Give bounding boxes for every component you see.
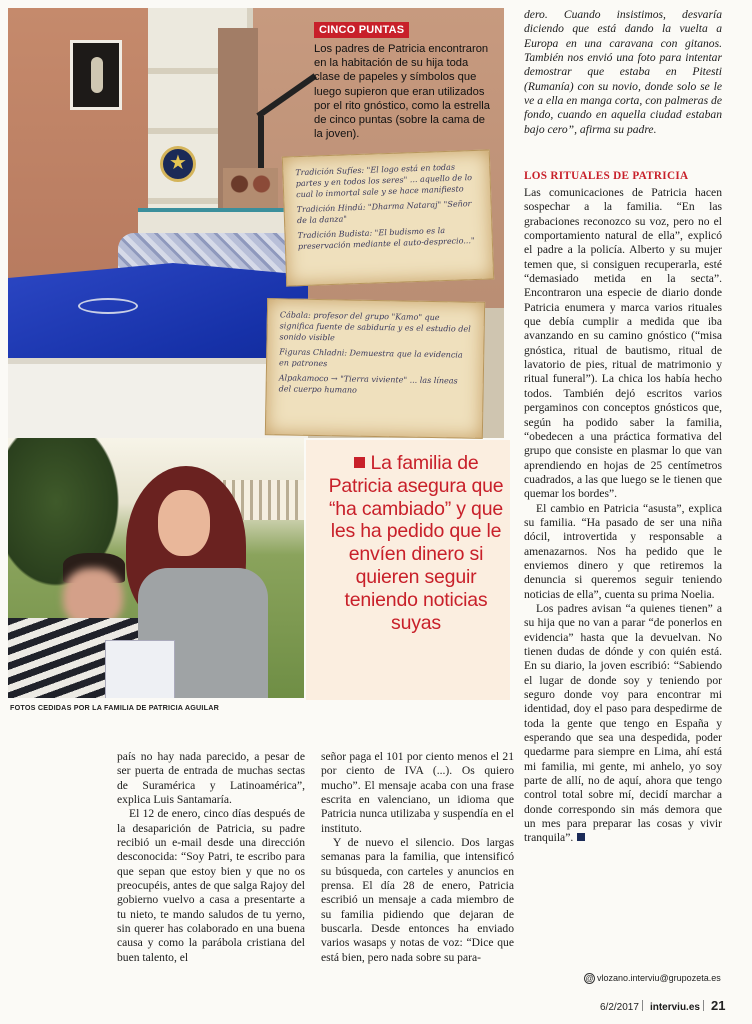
brand-name: interviu.es <box>649 1002 700 1013</box>
page-footer <box>600 998 725 1013</box>
parchment-note-1 <box>282 149 494 286</box>
end-mark-icon <box>577 833 585 841</box>
parchment-line: Figuras Chladni: Demuestra que la evidencia en patrones <box>279 347 463 369</box>
parchment-line: Tradición Budista: "El budismo es la preservación mediante el auto-desprecio..." <box>297 226 475 252</box>
parchment-line: Tradición Sufíes: "El logo está en todas partes y en todos los seres" ... aquello de lo cual lo inmortal sale y se hace manifiesto <box>295 162 473 200</box>
paragraph: El 12 de enero, cinco días después de la desaparición de Patricia, su padre recibió un e-mail desde una dirección desconocida: “Soy Patri, te escribo para que sepan que estoy bien y que no os preocupéis, antes de que salga Rajoy del gobierno vuelvo a casa a presentarte a tu nieto, te mando saludos de tu yerno, sin querer has colaborado en una buena causa y como la parábola cristiana del buen talento, el <box>117 807 305 964</box>
paragraph: El cambio en Patricia “asusta”, explica su familia. “Ha pasado de ser una niña dócil, introvertida y responsable a amenazarnos. Nos ha pedido que le enviemos dinero y que retiremos la denuncia si queremos seguir teniendo noticias de ella”, cuenta su prima Noelia. <box>524 501 722 601</box>
parchment-line: Cábala: profesor del grupo "Kamo" que significa fuente de sabiduría y es el estudio del sonido visible <box>279 310 471 343</box>
photo-caption: Los padres de Patricia encontraron en la habitación de su hija toda clase de papeles y símbolos que luego supieron que eran utilizados por el rito gnóstico, como la estrella de cinco puntas (sobre la cama de la joven). <box>314 43 490 141</box>
author-email: vlozano.interviu@grupozeta.es <box>597 973 721 983</box>
bottom-column-2 <box>321 750 514 965</box>
pull-quote <box>322 452 510 634</box>
parchment-line: Tradición Hindú: "Dharma Nataraj" "Señor de la danza" <box>296 199 472 226</box>
pull-quote-text: La familia de Patricia asegura que “ha cambiado” y que les ha pedido que le envíen dinero si quieren seguir teniendo noticias suyas <box>328 452 504 634</box>
family-photo <box>8 438 304 698</box>
parchment-note-2 <box>265 298 485 439</box>
paragraph: Las comunicaciones de Patricia hacen sospechar a la familia. “En las grabaciones reconozco su voz, pero no el comportamiento natural de ella”, explicó el padre a la policía. Alberto y su mujer temen que, si consiguen recuperarla, esté “demasiado metida en la secta”. Encontraron una especie de diario donde Patricia enumera y marca varios rituales que debía cumplir a medida que iba avanzando en su camino gnóstico (“misa gnóstica, ritual de bautismo, ritual de lavatorio de pies, ritual de matrimonio y ritual funeral”). La chica los había hecho todos. También dejó escritos varios pergaminos con conceptos gnósticos que, según ha podido saber la familia, “obedecen a una práctica formativa del grupo que consiste en plasmar lo que van aprendiendo en hojas de 25 centímetros cuadrados, a las que luego se le tienen que quemar los bordes”. <box>524 186 722 501</box>
paragraph: país no hay nada parecido, a pesar de ser puerta de entrada de muchas sectas de Suramérica y Latinoamérica”, explica Luis Santamaría. <box>117 750 305 807</box>
paragraph: Y de nuevo el silencio. Dos largas semanas para la familia, que intensificó su búsqueda, con carteles y anuncios en prensa. El día 28 de enero, Patricia escribió un mensaje a cada miembro de su familia pidiendo que dejaran de buscarla. Desde entonces ha enviado varios wasaps y notas de voz: “Dice que está bien, pero nada sobre su para- <box>321 836 514 964</box>
paragraph-text: Los padres avisan “a quienes tienen” a su hija que no van a parar “de ponerlos en evidencia” hasta que la devuelvan. No tienen dudas de dónde y con quién está. En su diario, la joven escribió: “Sabiendo el lugar de donde soy y teniendo por seguro donde voy para encontrar mi identidad, doy el paso para despedirme de toda la gente que tengo en España y esperando que sea una despedida, poder quedarme para siempre en Lima, ahí está mi familia, mi gente, mi anhelo, yo soy parte de allí, no de aquí, ahora que tengo control total sobre mí, decidí marchar a donde correspondo sin más demora que un mes para preparar las cosas y vivir tranquila”. <box>524 601 722 845</box>
paragraph: dero. Cuando insistimos, desvaría diciendo que está dando la vuelta a Europa en una caravana con gitanos. También nos envió una foto para intentar demostrar que estaba en Pitesti (Rumanía) con su novio, donde solo se le ve a ella en manga corta, con palmeras de fondo, cuando en aquella ciudad estaban bajo cero”, afirma su padre. <box>524 8 722 136</box>
paragraph: señor paga el 101 por ciento menos el 21 por ciento de IVA (...). Os quiero mucho”. El mensaje acaba con una frase escrita en valenciano, un idioma que Patricia nunca utilizaba y suspendía en el instituto. <box>321 750 514 835</box>
bottom-column-1 <box>117 750 305 965</box>
five-point-star-icon: ★ <box>160 146 196 182</box>
square-bullet-icon <box>354 457 365 468</box>
page-number: 21 <box>710 998 726 1013</box>
paragraph <box>524 602 722 846</box>
photo-credit: FOTOS CEDIDAS POR LA FAMILIA DE PATRICIA AGUILAR <box>10 703 219 712</box>
wall-poster <box>70 40 122 110</box>
section-subhead: LOS RITUALES DE PATRICIA <box>524 170 689 182</box>
issue-date: 6/2/2017 <box>600 1002 639 1013</box>
parchment-line: Alpakamoco → "Tierra viviente" ... las líneas del cuerpo humano <box>278 373 458 395</box>
right-column-body <box>524 186 722 846</box>
right-column-intro <box>524 8 722 137</box>
caption-tag: CINCO PUNTAS <box>314 22 409 38</box>
author-credit <box>584 973 721 984</box>
email-at-icon: @ <box>585 974 594 983</box>
